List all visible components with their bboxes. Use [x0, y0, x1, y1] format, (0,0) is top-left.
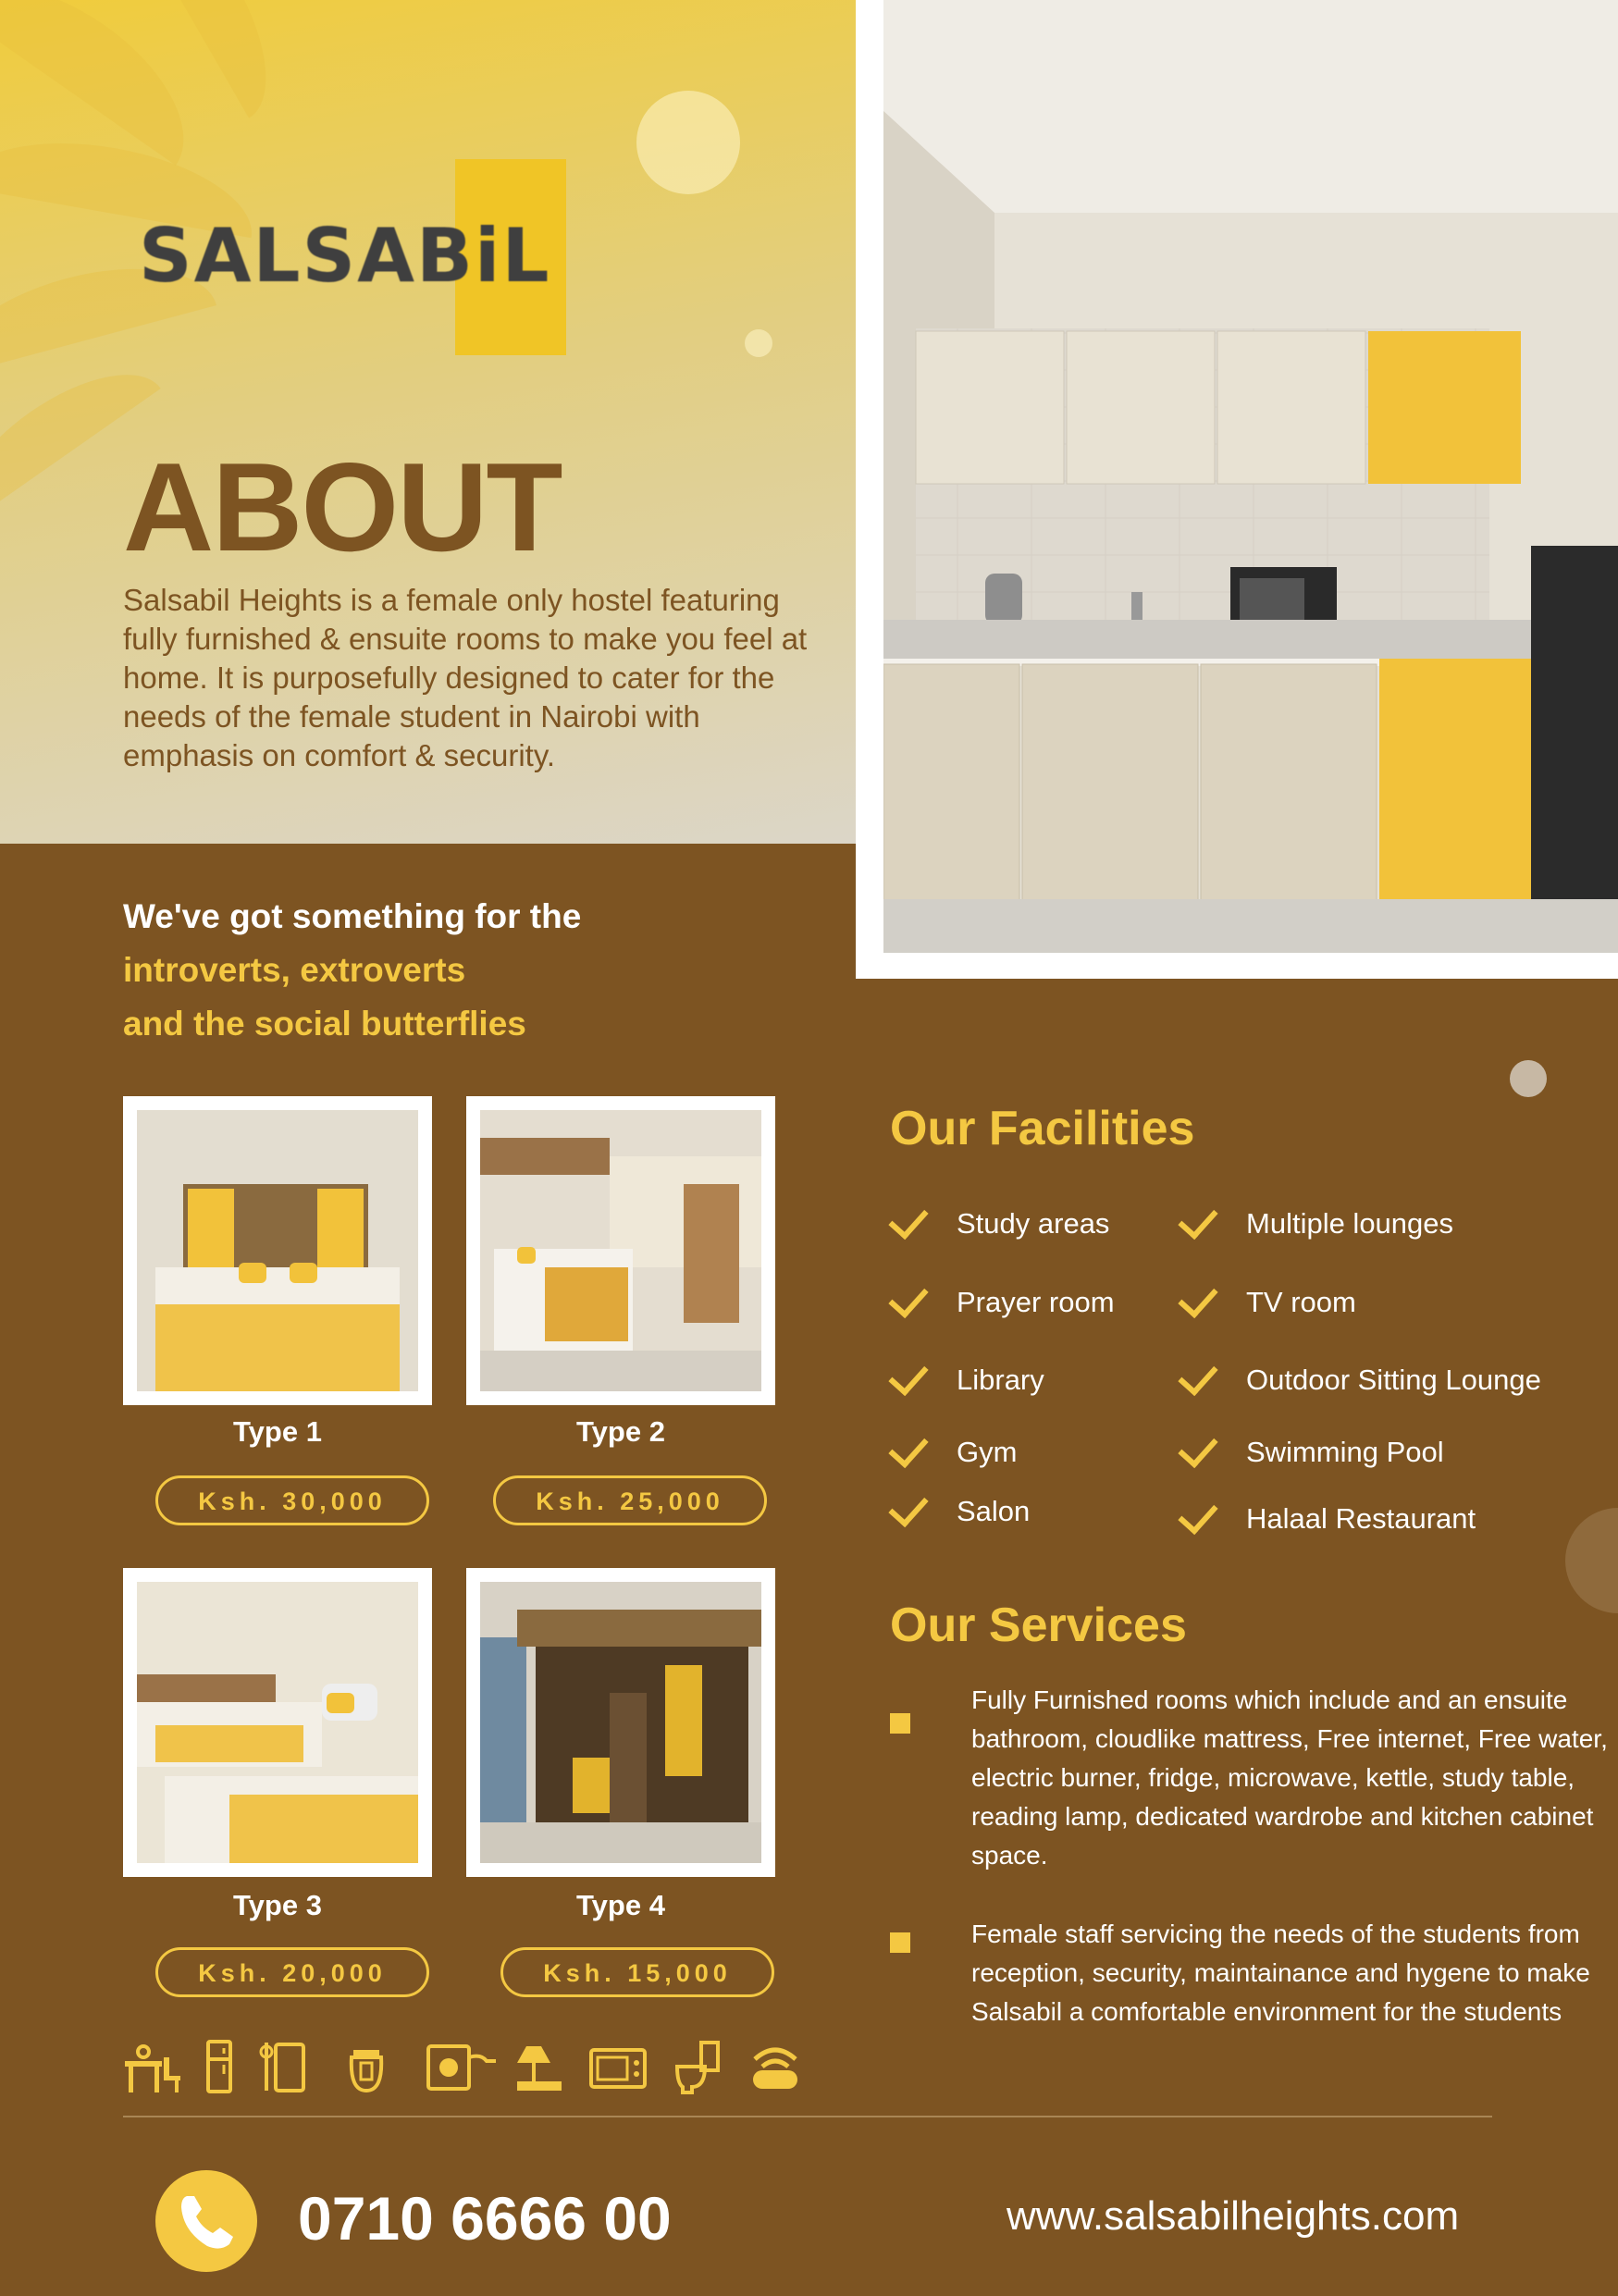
service-item: Female staff servicing the needs of the students from reception, security, maintainance and hygene to make Salsabil a comfortable environment for the students	[971, 1920, 1590, 2026]
decorative-dot	[1565, 1508, 1618, 1613]
check-icon	[1178, 1199, 1217, 1240]
decorative-bubble	[745, 329, 772, 357]
room-card-type-4	[466, 1568, 775, 1877]
about-description: Salsabil Heights is a female only hostel featuring fully furnished & ensuite rooms to make you feel at home. It is purposefully designed to cater for the needs of the female student in Nairobi with emphasis on comfort & security.	[123, 583, 808, 772]
square-bullet-icon	[890, 1932, 910, 1953]
shower-icon	[259, 2039, 307, 2094]
reading-lamp-icon	[513, 2039, 565, 2094]
facility-item: Prayer room	[890, 1286, 1115, 1319]
tagline-line-2: introverts, extroverts	[123, 951, 466, 989]
wifi-icon	[749, 2039, 801, 2094]
room-photo	[137, 1110, 418, 1391]
desk-chair-icon	[123, 2039, 182, 2094]
room-price: Ksh. 15,000	[500, 1947, 774, 1997]
room-photo	[480, 1110, 761, 1391]
tagline	[123, 890, 581, 1051]
facilities-title: Our Facilities	[890, 1102, 1195, 1155]
palm-leaf-decoration	[0, 0, 218, 166]
microwave-icon	[588, 2039, 648, 2094]
tagline-line-1: We've got something for the	[123, 897, 582, 935]
room-photo	[137, 1582, 418, 1863]
electric-burner-icon	[426, 2039, 500, 2094]
kitchen-photo	[883, 0, 1618, 953]
facility-item: Halaal Restaurant	[1180, 1502, 1476, 1536]
fridge-icon	[205, 2039, 233, 2094]
service-item: Fully Furnished rooms which include and an ensuite bathroom, cloudlike mattress, Free internet, Free water, electric burner, fridge, microwave, kettle, study table, reading lamp, dedicated wardrobe and kitchen cabinet space.	[971, 1685, 1608, 1870]
facility-item: Outdoor Sitting Lounge	[1180, 1364, 1541, 1397]
room-card-type-1	[123, 1096, 432, 1405]
facility-item: Library	[890, 1364, 1044, 1397]
services-title: Our Services	[890, 1599, 1187, 1652]
room-card-type-3	[123, 1568, 432, 1877]
facility-item: Multiple lounges	[1180, 1207, 1453, 1241]
facility-item: Gym	[890, 1436, 1017, 1469]
room-card-type-2	[466, 1096, 775, 1405]
room-price: Ksh. 30,000	[155, 1475, 429, 1525]
room-price: Ksh. 25,000	[493, 1475, 767, 1525]
phone-number[interactable]: 0710 6666 00	[298, 2184, 672, 2253]
square-bullet-icon	[890, 1713, 910, 1734]
check-icon	[888, 1355, 928, 1396]
phone-icon	[155, 2170, 257, 2272]
toilet-icon	[673, 2039, 722, 2094]
check-icon	[888, 1278, 928, 1318]
check-icon	[1178, 1278, 1217, 1318]
facility-item: TV room	[1180, 1286, 1356, 1319]
about-title: ABOUT	[123, 437, 562, 577]
room-type-label: Type 2	[576, 1415, 665, 1448]
check-icon	[1178, 1355, 1217, 1396]
kettle-icon	[342, 2039, 390, 2094]
check-icon	[888, 1199, 928, 1240]
brand-logo: SALSABiL	[139, 213, 551, 299]
room-price: Ksh. 20,000	[155, 1947, 429, 1997]
room-type-label: Type 3	[233, 1889, 322, 1921]
footer-divider	[123, 2116, 1492, 2117]
facility-item: Salon	[890, 1495, 1030, 1528]
check-icon	[1178, 1427, 1217, 1468]
room-type-label: Type 4	[576, 1889, 665, 1921]
decorative-bubble	[636, 91, 740, 194]
check-icon	[888, 1427, 928, 1468]
decorative-dot	[1510, 1060, 1547, 1097]
room-photo	[480, 1582, 761, 1863]
website-link[interactable]: www.salsabilheights.com	[1007, 2193, 1460, 2239]
facility-item: Study areas	[890, 1207, 1109, 1241]
check-icon	[1178, 1494, 1217, 1535]
room-type-label: Type 1	[233, 1415, 322, 1448]
tagline-line-3: and the social butterflies	[123, 1005, 526, 1043]
check-icon	[888, 1487, 928, 1527]
phone-icon-circle	[155, 2170, 257, 2272]
facility-item: Swimming Pool	[1180, 1436, 1444, 1469]
